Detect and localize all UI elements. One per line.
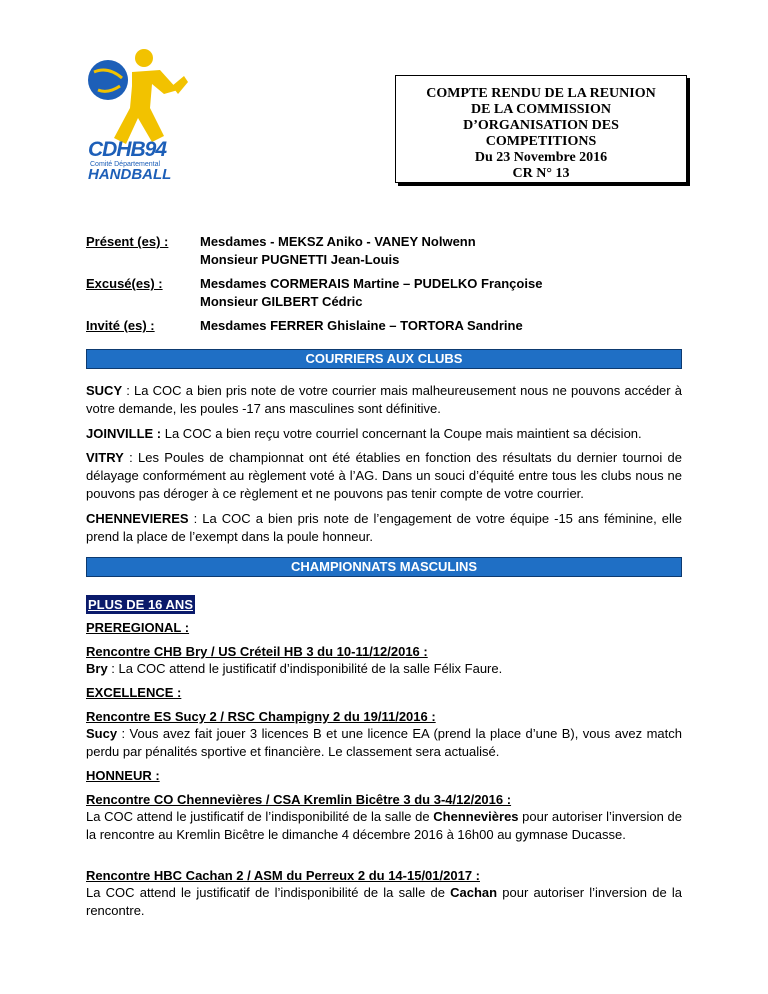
match-4-title: Rencontre HBC Cachan 2 / ASM du Perreux 2 du 14-15/01/2017 : [86,868,480,883]
section-banner-courriers: COURRIERS AUX CLUBS [86,349,682,369]
excused-label: Excusé(es) : [86,276,163,291]
match-3-text [86,808,682,844]
level-honneur: HONNEUR : [86,768,160,783]
match-2-text [86,725,682,761]
present-line-1: Mesdames - MEKSZ Aniko - VANEY Nolwenn [200,234,476,249]
level-preregional: PREREGIONAL : [86,620,190,635]
match-1-note: : La COC attend le justificatif d’indisponibilité de la salle Félix Faure. [107,661,503,676]
present-label: Présent (es) : [86,234,169,249]
match-1-title: Rencontre CHB Bry / US Créteil HB 3 du 10-11/12/2016 : [86,644,428,659]
match-3-note-a: La COC attend le justificatif de l’indisponibilité de la salle de [86,809,434,824]
level-excellence: EXCELLENCE : [86,685,182,700]
excused-value [200,275,542,311]
courrier-joinville-text: La COC a bien reçu votre courriel concernant la Coupe mais maintient sa décision. [161,426,642,441]
logo-handball: HANDBALL [88,166,172,183]
match-1-club: Bry [86,661,108,676]
title-line-2: DE LA COMMISSION [470,102,612,117]
club-name-vitry: VITRY [86,450,124,465]
match-4-note-a: La COC attend le justificatif de l’indisponibilité de la salle de [86,885,451,900]
club-name-joinville: JOINVILLE : [86,426,162,441]
logo-brand: CDHB94 [88,138,167,161]
match-4-note-b: pour autoriser l’inversion de la rencontre. [86,885,682,918]
courrier-joinville [86,425,682,443]
excused-line-2: Monsieur GILBERT Cédric [200,294,363,309]
courrier-vitry [86,449,682,503]
match-2-title: Rencontre ES Sucy 2 / RSC Champigny 2 du 19/11/2016 : [86,709,436,724]
match-4-text [86,884,682,920]
cdhb94-logo [86,46,190,183]
report-title-box [395,75,687,183]
courrier-sucy-text: : La COC a bien pris note de votre courrier mais malheureusement nous ne pouvons accéder à votre demande, les poules -17 ans masculines sont définitive. [86,383,682,416]
courrier-chennevieres [86,510,682,546]
title-line-1: COMPTE RENDU DE LA REUNION [426,86,656,101]
present-value [200,233,476,269]
title-line-4: COMPETITIONS [485,134,597,149]
match-2-club: Sucy [86,726,118,741]
courrier-chennevieres-text: : La COC a bien pris note de l’engagement de votre équipe -15 ans féminine, elle prend la place de l’exempt dans la poule honneur. [86,511,682,544]
match-3-note-b: pour autoriser l’inversion de la rencontre au Kremlin Bicêtre le dimanche 4 décembre 2016 à 16h00 au gymnase Ducasse. [86,809,682,842]
courrier-vitry-text: : Les Poules de championnat ont été établies en fonction des résultats du dernier tournoi de délayage conformément au règlement voté à l’AG. Dans un souci d’équité entre tous les clubs nous ne pouvons pas déroger à ce règlement et ne pouvons pas tenir compte de votre courrier. [86,450,682,501]
match-3-club: Chennevières [433,809,519,824]
invited-label: Invité (es) : [86,318,155,333]
logo-subtitle: Comité Départemental [90,161,161,168]
match-1-text [86,660,682,678]
courrier-sucy [86,382,682,418]
excused-line-1: Mesdames CORMERAIS Martine – PUDELKO Françoise [200,276,543,291]
title-date: Du 23 Novembre 2016 [474,150,608,165]
club-name-sucy: SUCY [86,383,123,398]
match-2-note: : Vous avez fait jouer 3 licences B et une licence EA (prend la place d’une B), vous avez match perdu par pénalités sportive et financière. Le classement sera actualisé. [86,726,682,759]
section-banner-masculins: CHAMPIONNATS MASCULINS [86,557,682,577]
match-3-title: Rencontre CO Chennevières / CSA Kremlin Bicêtre 3 du 3-4/12/2016 : [86,792,512,807]
title-line-3: D’ORGANISATION DES [463,118,619,133]
category-tag-plus-16: PLUS DE 16 ANS [88,597,193,612]
invited-value: Mesdames FERRER Ghislaine – TORTORA Sandrine [200,318,523,333]
present-line-2: Monsieur PUGNETTI Jean-Louis [200,252,400,267]
match-4-club: Cachan [450,885,498,900]
club-name-chennevieres: CHENNEVIERES [86,511,189,526]
title-report-number: CR N° 13 [512,166,570,181]
